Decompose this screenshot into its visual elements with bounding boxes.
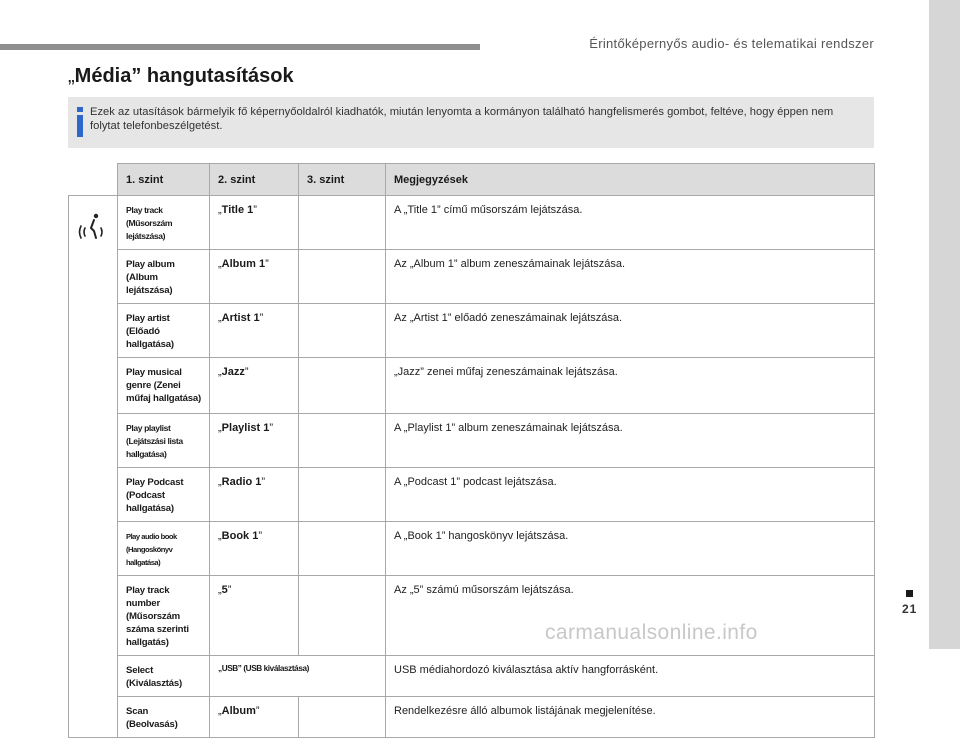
- table-row: [69, 250, 875, 304]
- level2-cell: „Title 1”: [210, 196, 299, 250]
- header-notes: Megjegyzések: [386, 164, 875, 196]
- title-rest: ” hangutasítások: [131, 65, 294, 87]
- level2-cell: „USB” (USB kiválasztása): [210, 656, 386, 697]
- table-row: [69, 656, 875, 697]
- level1-cell: Play audio book (Hangoskönyv hallgatása): [118, 522, 210, 576]
- note-cell: Az „5” számú műsorszám lejátszása.: [386, 576, 875, 656]
- voice-commands-table: [68, 163, 875, 738]
- level1-cell: Play track (Műsorszám lejátszása): [118, 196, 210, 250]
- level2-cell: „Book 1”: [210, 522, 299, 576]
- table-row: [69, 522, 875, 576]
- level3-cell: [299, 358, 386, 414]
- info-icon: [77, 107, 83, 137]
- level1-cell: Play musical genre (Zenei műfaj hallgatása): [118, 358, 210, 414]
- level1-cell: Select (Kiválasztás): [118, 656, 210, 697]
- level3-cell: [299, 468, 386, 522]
- table-row: [69, 358, 875, 414]
- note-cell: A „Title 1” című műsorszám lejátszása.: [386, 196, 875, 250]
- note-cell: A „Book 1” hangoskönyv lejátszása.: [386, 522, 875, 576]
- level3-cell: [299, 196, 386, 250]
- header-level-1: 1. szint: [118, 164, 210, 196]
- side-margin-bar: [929, 0, 960, 649]
- level3-cell: [299, 522, 386, 576]
- level2-cell: „5”: [210, 576, 299, 656]
- level1-cell: Scan (Beolvasás): [118, 697, 210, 738]
- level2-cell: „Album 1”: [210, 250, 299, 304]
- info-text: Ezek az utasítások bármelyik fő képernyőoldalról kiadhatók, miután lenyomta a kormányon található hangfelismerés gombot, feltéve, hogy éppen nem folytat telefonbeszélgetést.: [90, 106, 834, 132]
- title-bold: Média: [74, 65, 132, 87]
- level2-cell: „Playlist 1”: [210, 414, 299, 468]
- table-row: [69, 468, 875, 522]
- level1-cell: Play Podcast (Podcast hallgatása): [118, 468, 210, 522]
- note-cell: Rendelkezésre álló albumok listájának megjelenítése.: [386, 697, 875, 738]
- level2-cell: „Album”: [210, 697, 299, 738]
- level3-cell: [299, 576, 386, 656]
- icon-cell: [69, 196, 118, 738]
- running-header: Érintőképernyős audio- és telematikai rendszer: [589, 36, 874, 51]
- header-level-2: 2. szint: [210, 164, 299, 196]
- voice-command-icon: [79, 212, 107, 242]
- level2-cell: „Jazz”: [210, 358, 299, 414]
- footer-watermark: carmanualsonline.info: [545, 621, 758, 644]
- note-cell: A „Playlist 1” album zeneszámainak lejátszása.: [386, 414, 875, 468]
- table-row: [69, 304, 875, 358]
- level2-cell: „Radio 1”: [210, 468, 299, 522]
- table-row: [69, 196, 875, 250]
- level2-cell: „Artist 1”: [210, 304, 299, 358]
- note-cell: „Jazz” zenei műfaj zeneszámainak lejátszása.: [386, 358, 875, 414]
- section-marker: [906, 590, 913, 597]
- table-row: [69, 414, 875, 468]
- level1-cell: Play playlist (Lejátszási lista hallgatása): [118, 414, 210, 468]
- table-header-row: [69, 164, 875, 196]
- level3-cell: [299, 697, 386, 738]
- level1-cell: Play track number (Műsorszám száma szerinti hallgatás): [118, 576, 210, 656]
- info-box: [68, 97, 874, 148]
- note-cell: Az „Album 1” album zeneszámainak lejátszása.: [386, 250, 875, 304]
- level1-cell: Play album (Album lejátszása): [118, 250, 210, 304]
- table-row: [69, 697, 875, 738]
- page-title: [68, 65, 294, 88]
- note-cell: Az „Artist 1” előadó zeneszámainak lejátszása.: [386, 304, 875, 358]
- note-cell: USB médiahordozó kiválasztása aktív hangforrásként.: [386, 656, 875, 697]
- page-number: 21: [902, 602, 918, 616]
- level3-cell: [299, 304, 386, 358]
- title-quote-open: „: [68, 65, 75, 87]
- table-row: [69, 576, 875, 656]
- header-level-3: 3. szint: [299, 164, 386, 196]
- level3-cell: [299, 414, 386, 468]
- note-cell: A „Podcast 1” podcast lejátszása.: [386, 468, 875, 522]
- level1-cell: Play artist (Előadó hallgatása): [118, 304, 210, 358]
- header-rule: [0, 44, 480, 50]
- level3-cell: [299, 250, 386, 304]
